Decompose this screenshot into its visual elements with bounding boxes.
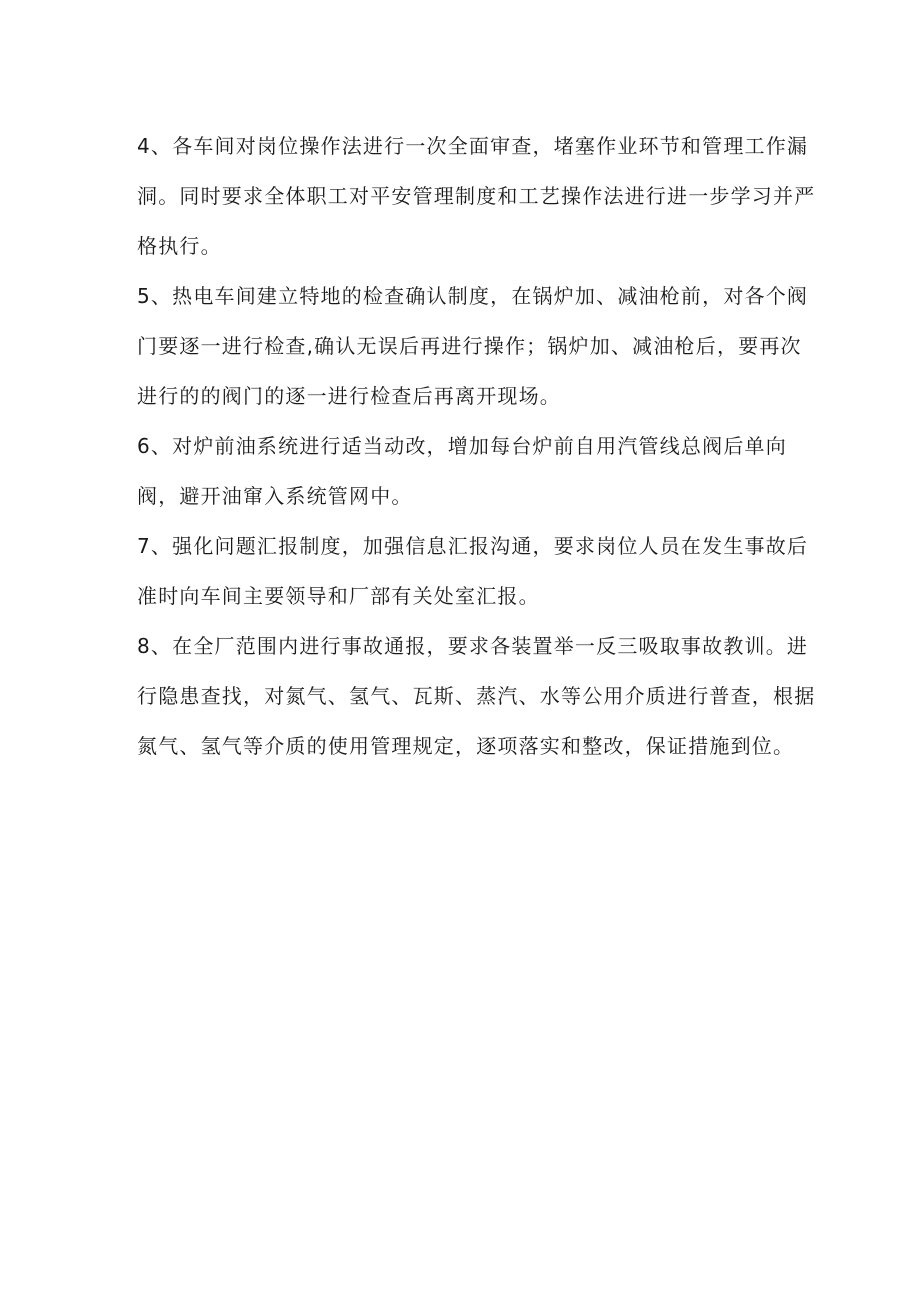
list-item-4 <box>137 121 816 271</box>
paragraph-line: 5、热电车间建立特地的检查确认制度，在锅炉加、减油枪前，对各个阀 <box>137 284 809 308</box>
paragraph-line: 格执行。 <box>137 234 222 258</box>
paragraph-line: 门要逐一进行检查,确认无误后再进行操作；锅炉加、减油枪后，要再次 <box>137 334 802 358</box>
paragraph-line: 行隐患查找，对氮气、氢气、瓦斯、蒸汽、水等公用介质进行普查，根据 <box>137 684 816 708</box>
list-item-5 <box>137 271 809 421</box>
paragraph-line: 7、强化问题汇报制度，加强信息汇报沟通，要求岗位人员在发生事故后 <box>137 534 809 558</box>
list-item-7 <box>137 521 809 621</box>
document-body <box>137 121 816 771</box>
paragraph-line: 准时向车间主要领导和厂部有关处室汇报。 <box>137 584 540 608</box>
paragraph-line: 氮气、氢气等介质的使用管理规定，逐项落实和整改，保证措施到位。 <box>137 734 795 758</box>
paragraph-line: 阀，避开油窜入系统管网中。 <box>137 484 413 508</box>
paragraph-line: 4、各车间对岗位操作法进行一次全面审查，堵塞作业环节和管理工作漏 <box>137 134 809 158</box>
paragraph-line: 进行的的阀门的逐一进行检查后再离开现场。 <box>137 384 561 408</box>
paragraph-line: 洞。同时要求全体职工对平安管理制度和工艺操作法进行进一步学习并严 <box>137 184 816 208</box>
list-item-8 <box>137 621 816 771</box>
list-item-6 <box>137 421 787 521</box>
paragraph-line: 8、在全厂范围内进行事故通报，要求各装置举一反三吸取事故教训。进 <box>137 634 809 658</box>
paragraph-line: 6、对炉前油系统进行适当动改，增加每台炉前自用汽管线总阀后单向 <box>137 434 787 458</box>
